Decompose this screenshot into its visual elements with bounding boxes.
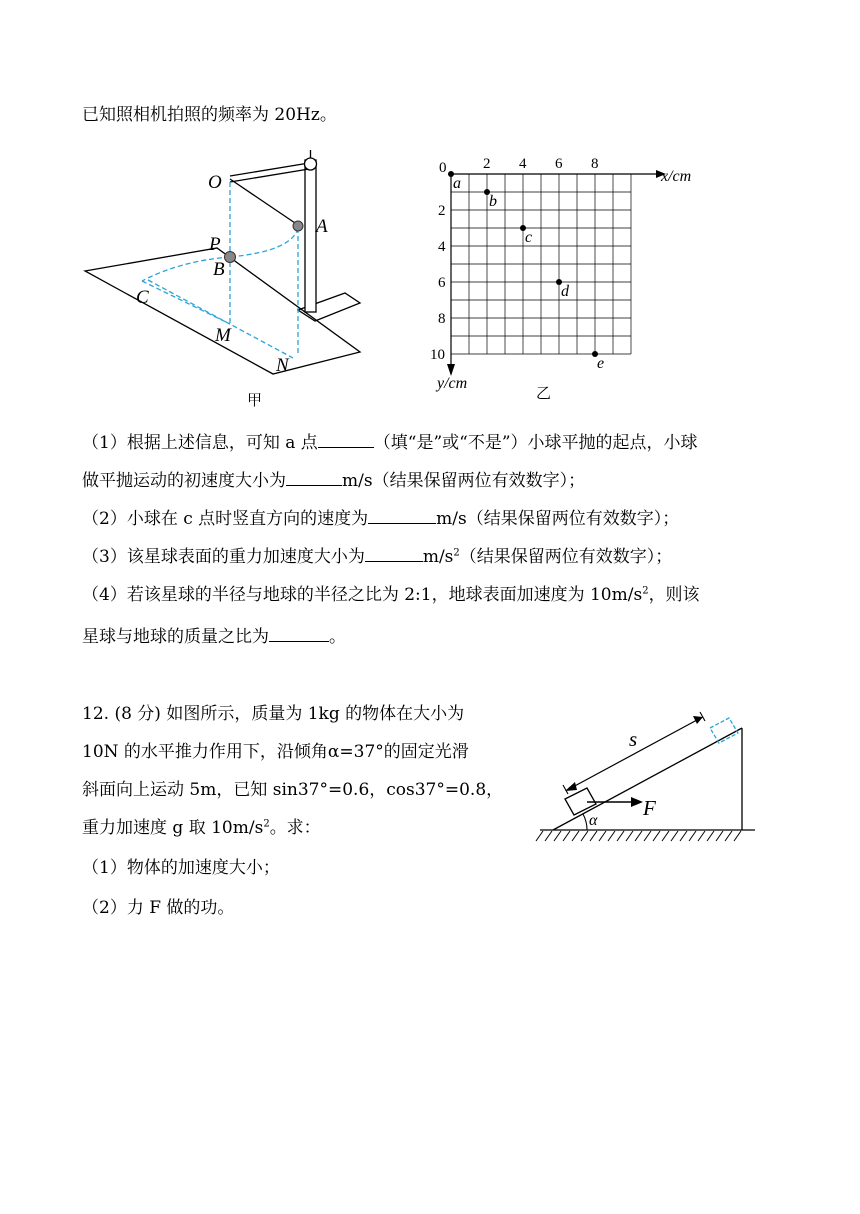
F-label: F [643, 796, 656, 820]
point-label-b: b [489, 193, 497, 210]
point-label-c: c [525, 229, 533, 246]
y-tick-label: 2 [438, 203, 446, 219]
grid [451, 174, 631, 354]
y-tick-label: 4 [438, 239, 446, 255]
x-tick-label: 2 [483, 156, 491, 172]
q1-line2: 做平抛运动的初速度大小为 m/s（结果保留两位有效数字）； [82, 467, 585, 493]
x-tick-label: 4 [519, 156, 527, 172]
point-label-e: e [597, 355, 605, 372]
x-tick-label: 8 [591, 156, 599, 172]
q3-line: （3）该星球表面的重力加速度大小为 $m/s^2$（结果保留两位有效数字）； [82, 543, 672, 569]
s-label: s [629, 727, 638, 751]
p12-sub1: （1）物体的加速度大小； [82, 858, 280, 878]
point-label-a: a [453, 175, 461, 192]
q2-line: （2）小球在 c 点时竖直方向的速度为 m/s（结果保留两位有效数字）； [82, 505, 679, 531]
p12-line2: 10N 的水平推力作用下，沿倾角α=37°的固定光滑 [82, 742, 469, 762]
label-O: O [208, 172, 222, 193]
q4-line1: （4）若该星球的半径与地球的半径之比为 2:1，地球表面加速度为 $10m/s^2$，则该 [82, 585, 700, 605]
x-axis-label: x/cm [661, 168, 692, 185]
q1-blank1[interactable] [318, 429, 374, 448]
q2-blank[interactable] [368, 505, 436, 524]
p12-sub2: （2）力 F 做的功。 [82, 898, 235, 918]
figure-incline [535, 700, 760, 850]
q4-line2: 星球与地球的质量之比为 。 [82, 623, 346, 649]
y-tick-label: 10 [430, 347, 445, 363]
label-A: A [316, 216, 328, 237]
p12-line1: 12. (8 分) 如图所示，质量为 1kg 的物体在大小为 [82, 704, 465, 724]
figure-jia [80, 148, 370, 410]
x-tick-label: 6 [555, 156, 563, 172]
label-C: C [136, 287, 149, 308]
figure-yi [420, 152, 710, 402]
intro-text: 已知照相机拍照的频率为 20Hz。 [82, 105, 337, 125]
p12-line4: 重力加速度 g 取 $10m/s^2$。求： [82, 818, 321, 838]
label-M: M [215, 325, 231, 346]
p12-line3: 斜面向上运动 5m，已知 sin37°=0.6，cos37°=0.8， [82, 780, 504, 800]
label-B: B [213, 259, 225, 280]
q3-blank[interactable] [365, 543, 423, 562]
y-axis-label: y/cm [437, 375, 468, 392]
label-N: N [276, 355, 289, 376]
q1-blank2[interactable] [286, 467, 342, 486]
label-P: P [209, 234, 221, 255]
axis-origin: 0 [439, 160, 447, 176]
alpha-label: α [589, 812, 598, 829]
y-tick-label: 8 [438, 311, 446, 327]
y-tick-label: 6 [438, 275, 446, 291]
point-label-d: d [561, 283, 569, 300]
caption-yi: 乙 [536, 384, 552, 402]
q4-blank[interactable] [269, 623, 329, 642]
q1-line1: （1）根据上述信息，可知 a 点 （填“是”或“不是”）小球平抛的起点，小球 [82, 429, 698, 455]
caption-jia: 甲 [247, 391, 263, 409]
